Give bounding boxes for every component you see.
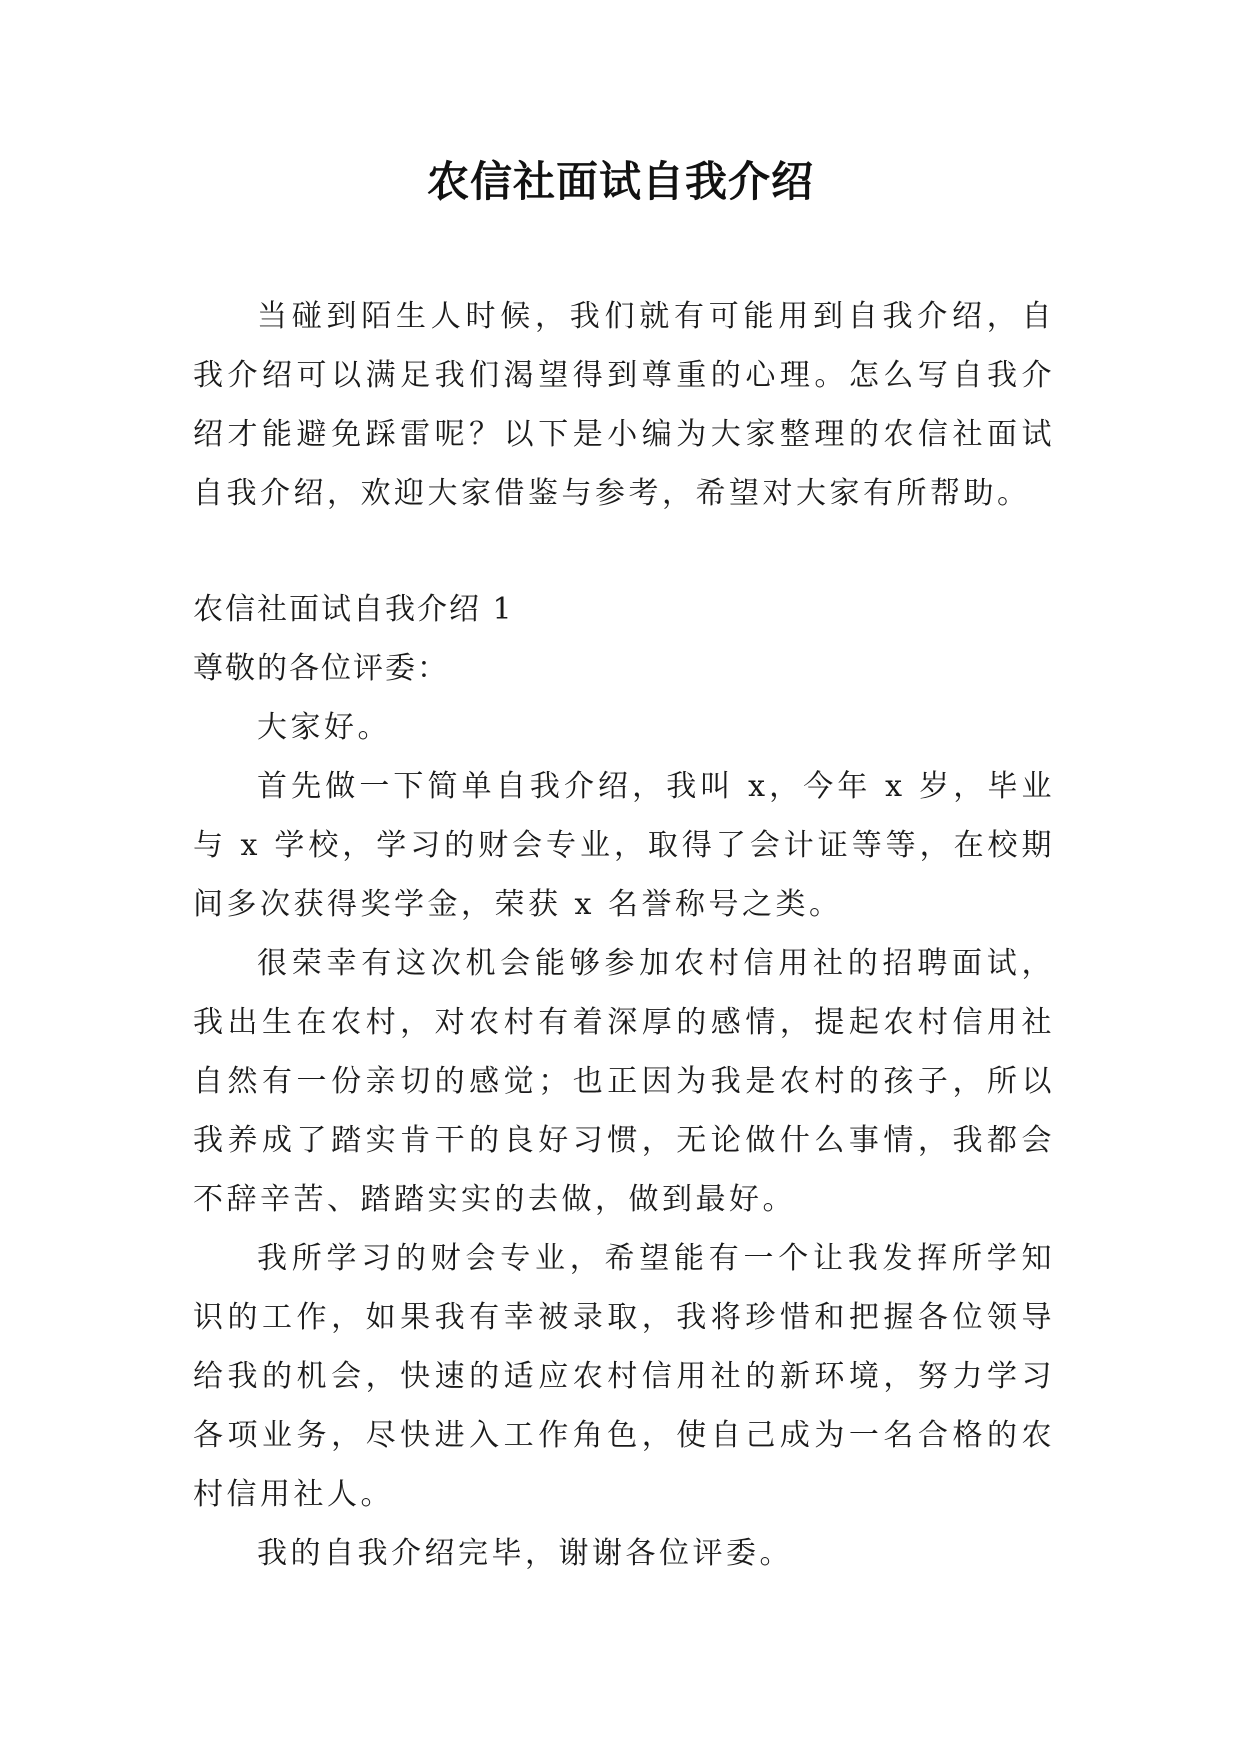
section-heading: 农信社面试自我介绍 1 bbox=[193, 592, 514, 627]
paragraph-motivation: 很荣幸有这次机会能够参加农村信用社的招聘面试，我出生在农村，对农村有着深厚的感情，提起农村信用社自然有一份亲切的感觉；也正因为我是农村的孩子，所以我养成了踏实肯干的良好习惯，无论做什么事情，我都会不辞辛苦、踏踏实实的去做，做到最好。 bbox=[193, 946, 1055, 1217]
intro-paragraph: 当碰到陌生人时候，我们就有可能用到自我介绍，自我介绍可以满足我们渴望得到尊重的心理。怎么写自我介绍才能避免踩雷呢？以下是小编为大家整理的农信社面试自我介绍，欢迎大家借鉴与参考，希望对大家有所帮助。 bbox=[193, 299, 1055, 511]
salutation: 尊敬的各位评委： bbox=[193, 651, 449, 686]
paragraph-aspiration: 我所学习的财会专业，希望能有一个让我发挥所学知识的工作，如果我有幸被录取，我将珍惜和把握各位领导给我的机会，快速的适应农村信用社的新环境，努力学习各项业务，尽快进入工作角色，使自己成为一名合格的农村信用社人。 bbox=[193, 1241, 1055, 1512]
document-title: 农信社面试自我介绍 bbox=[426, 157, 814, 206]
paragraph-closing: 我的自我介绍完毕，谢谢各位评委。 bbox=[257, 1536, 793, 1571]
paragraph-background: 首先做一下简单自我介绍，我叫 x，今年 x 岁，毕业与 x 学校，学习的财会专业，取得了会计证等等，在校期间多次获得奖学金，荣获 x 名誉称号之类。 bbox=[193, 769, 1055, 922]
section-1 bbox=[193, 580, 1055, 1583]
paragraph-greeting: 大家好。 bbox=[257, 710, 391, 745]
